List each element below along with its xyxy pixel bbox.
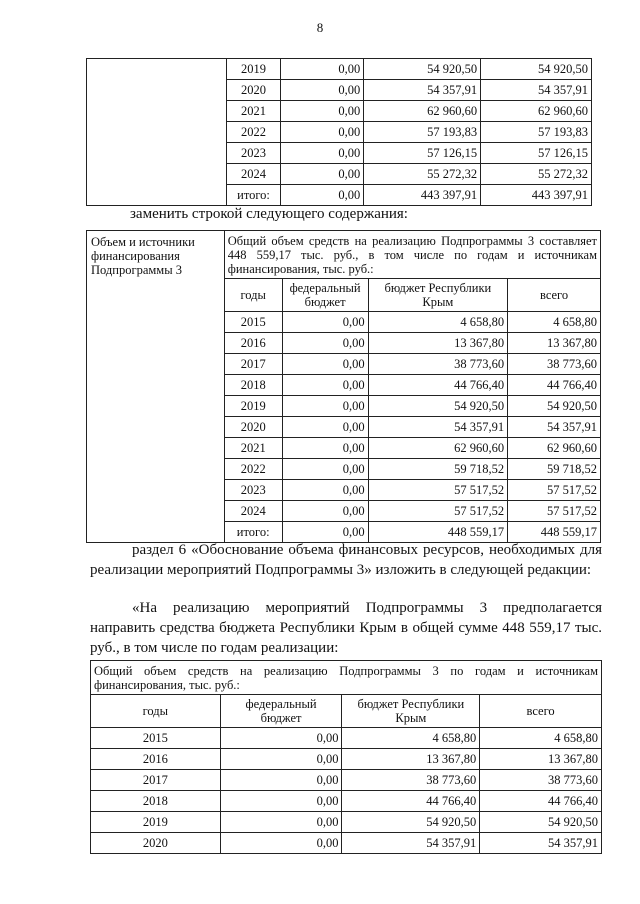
page-number: 8 bbox=[316, 20, 324, 35]
total-cell: 55 272,32 bbox=[481, 164, 592, 185]
year-cell: 2016 bbox=[224, 333, 282, 354]
year-cell: 2023 bbox=[226, 143, 281, 164]
header-crimea: бюджет Республики Крым bbox=[368, 279, 508, 312]
passport-description: Общий объем средств на реализацию Подпрограммы 3 составляет 448 559,17 тыс. руб., в том числе по годам и источникам финансирования, тыс. руб.: bbox=[224, 231, 600, 279]
table-row bbox=[91, 749, 602, 770]
crimea-cell: 57 517,52 bbox=[368, 480, 508, 501]
year-cell: 2021 bbox=[226, 101, 281, 122]
total-cell: 443 397,91 bbox=[481, 185, 592, 206]
funding-table-title: Общий объем средств на реализацию Подпрограммы 3 по годам и источникам финансирования, тыс. руб.: bbox=[91, 661, 602, 695]
year-cell: 2015 bbox=[224, 312, 282, 333]
total-cell: 62 960,60 bbox=[508, 438, 601, 459]
total-cell: 38 773,60 bbox=[480, 770, 602, 791]
federal-cell: 0,00 bbox=[282, 480, 368, 501]
federal-cell: 0,00 bbox=[282, 354, 368, 375]
crimea-cell: 38 773,60 bbox=[368, 354, 508, 375]
year-cell: 2017 bbox=[91, 770, 221, 791]
total-cell: 57 126,15 bbox=[481, 143, 592, 164]
total-cell: 13 367,80 bbox=[508, 333, 601, 354]
federal-cell: 0,00 bbox=[282, 333, 368, 354]
total-cell: 54 920,50 bbox=[508, 396, 601, 417]
federal-cell: 0,00 bbox=[282, 438, 368, 459]
crimea-cell: 4 658,80 bbox=[368, 312, 508, 333]
year-cell: 2021 bbox=[224, 438, 282, 459]
federal-cell: 0,00 bbox=[281, 143, 364, 164]
crimea-cell: 62 960,60 bbox=[364, 101, 481, 122]
total-cell: 44 766,40 bbox=[480, 791, 602, 812]
total-cell: 62 960,60 bbox=[481, 101, 592, 122]
total-cell: 54 920,50 bbox=[480, 812, 602, 833]
total-cell: 57 193,83 bbox=[481, 122, 592, 143]
crimea-cell: 54 920,50 bbox=[364, 59, 481, 80]
year-cell: 2020 bbox=[226, 80, 281, 101]
total-cell: 448 559,17 bbox=[508, 522, 601, 543]
year-cell: 2024 bbox=[224, 501, 282, 522]
federal-cell: 0,00 bbox=[282, 522, 368, 543]
total-cell: 54 357,91 bbox=[481, 80, 592, 101]
total-cell: 44 766,40 bbox=[508, 375, 601, 396]
table-row bbox=[91, 812, 602, 833]
header-total: всего bbox=[508, 279, 601, 312]
header-total: всего bbox=[480, 695, 602, 728]
total-cell: 38 773,60 bbox=[508, 354, 601, 375]
header-federal: федеральный бюджет bbox=[220, 695, 342, 728]
total-cell: 57 517,52 bbox=[508, 501, 601, 522]
replace-instruction: заменить строкой следующего содержания: bbox=[130, 206, 408, 222]
federal-cell: 0,00 bbox=[281, 185, 364, 206]
federal-cell: 0,00 bbox=[282, 396, 368, 417]
crimea-cell: 54 920,50 bbox=[342, 812, 480, 833]
crimea-cell: 44 766,40 bbox=[368, 375, 508, 396]
year-cell: 2022 bbox=[226, 122, 281, 143]
header-crimea: бюджет Республики Крым bbox=[342, 695, 480, 728]
year-cell: 2020 bbox=[224, 417, 282, 438]
table-row bbox=[91, 791, 602, 812]
year-cell: 2019 bbox=[91, 812, 221, 833]
total-cell: 54 357,91 bbox=[480, 833, 602, 854]
crimea-cell: 55 272,32 bbox=[364, 164, 481, 185]
continuation-table bbox=[86, 58, 592, 206]
total-cell: 57 517,52 bbox=[508, 480, 601, 501]
header-year: годы bbox=[224, 279, 282, 312]
crimea-cell: 13 367,80 bbox=[342, 749, 480, 770]
year-cell: 2022 bbox=[224, 459, 282, 480]
year-cell: 2016 bbox=[91, 749, 221, 770]
crimea-cell: 13 367,80 bbox=[368, 333, 508, 354]
year-cell: 2018 bbox=[224, 375, 282, 396]
crimea-cell: 57 193,83 bbox=[364, 122, 481, 143]
table-row bbox=[91, 728, 602, 749]
year-cell: 2023 bbox=[224, 480, 282, 501]
year-cell: 2015 bbox=[91, 728, 221, 749]
federal-cell: 0,00 bbox=[220, 770, 342, 791]
table-row bbox=[91, 770, 602, 791]
federal-cell: 0,00 bbox=[281, 101, 364, 122]
crimea-cell: 4 658,80 bbox=[342, 728, 480, 749]
section-6-instruction: раздел 6 «Обоснование объема финансовых ресурсов, необходимых для реализации мероприятий Подпрограммы 3» изложить в следующей редакции: bbox=[90, 542, 602, 578]
total-cell: 54 357,91 bbox=[508, 417, 601, 438]
federal-cell: 0,00 bbox=[220, 728, 342, 749]
crimea-cell: 448 559,17 bbox=[368, 522, 508, 543]
year-cell: итого: bbox=[224, 522, 282, 543]
total-cell: 4 658,80 bbox=[508, 312, 601, 333]
funding-paragraph: «На реализацию мероприятий Подпрограммы 3 предполагается направить средства бюджета Республики Крым в общей сумме 448 559,17 тыс. руб., в том числе по годам реализации: bbox=[90, 600, 602, 656]
crimea-cell: 443 397,91 bbox=[364, 185, 481, 206]
year-cell: 2017 bbox=[224, 354, 282, 375]
crimea-cell: 59 718,52 bbox=[368, 459, 508, 480]
blank-cell bbox=[87, 59, 227, 206]
federal-cell: 0,00 bbox=[281, 122, 364, 143]
federal-cell: 0,00 bbox=[220, 833, 342, 854]
crimea-cell: 54 920,50 bbox=[368, 396, 508, 417]
crimea-cell: 54 357,91 bbox=[364, 80, 481, 101]
header-federal: федеральный бюджет bbox=[282, 279, 368, 312]
crimea-cell: 38 773,60 bbox=[342, 770, 480, 791]
federal-cell: 0,00 bbox=[220, 749, 342, 770]
federal-cell: 0,00 bbox=[281, 164, 364, 185]
federal-cell: 0,00 bbox=[281, 80, 364, 101]
federal-cell: 0,00 bbox=[282, 417, 368, 438]
total-cell: 13 367,80 bbox=[480, 749, 602, 770]
year-cell: 2019 bbox=[226, 59, 281, 80]
federal-cell: 0,00 bbox=[282, 375, 368, 396]
federal-cell: 0,00 bbox=[282, 459, 368, 480]
total-cell: 59 718,52 bbox=[508, 459, 601, 480]
table-row bbox=[87, 59, 592, 80]
federal-cell: 0,00 bbox=[282, 312, 368, 333]
funding-table bbox=[90, 660, 602, 854]
crimea-cell: 54 357,91 bbox=[368, 417, 508, 438]
federal-cell: 0,00 bbox=[220, 812, 342, 833]
year-cell: 2020 bbox=[91, 833, 221, 854]
crimea-cell: 44 766,40 bbox=[342, 791, 480, 812]
federal-cell: 0,00 bbox=[281, 59, 364, 80]
crimea-cell: 54 357,91 bbox=[342, 833, 480, 854]
table-row bbox=[91, 833, 602, 854]
passport-label: Объем и источники финансирования Подпрограммы 3 bbox=[87, 231, 225, 543]
total-cell: 4 658,80 bbox=[480, 728, 602, 749]
year-cell: 2019 bbox=[224, 396, 282, 417]
crimea-cell: 57 517,52 bbox=[368, 501, 508, 522]
year-cell: 2018 bbox=[91, 791, 221, 812]
year-cell: 2024 bbox=[226, 164, 281, 185]
header-year: годы bbox=[91, 695, 221, 728]
passport-table bbox=[86, 230, 601, 543]
crimea-cell: 57 126,15 bbox=[364, 143, 481, 164]
crimea-cell: 62 960,60 bbox=[368, 438, 508, 459]
federal-cell: 0,00 bbox=[282, 501, 368, 522]
total-cell: 54 920,50 bbox=[481, 59, 592, 80]
federal-cell: 0,00 bbox=[220, 791, 342, 812]
year-cell: итого: bbox=[226, 185, 281, 206]
